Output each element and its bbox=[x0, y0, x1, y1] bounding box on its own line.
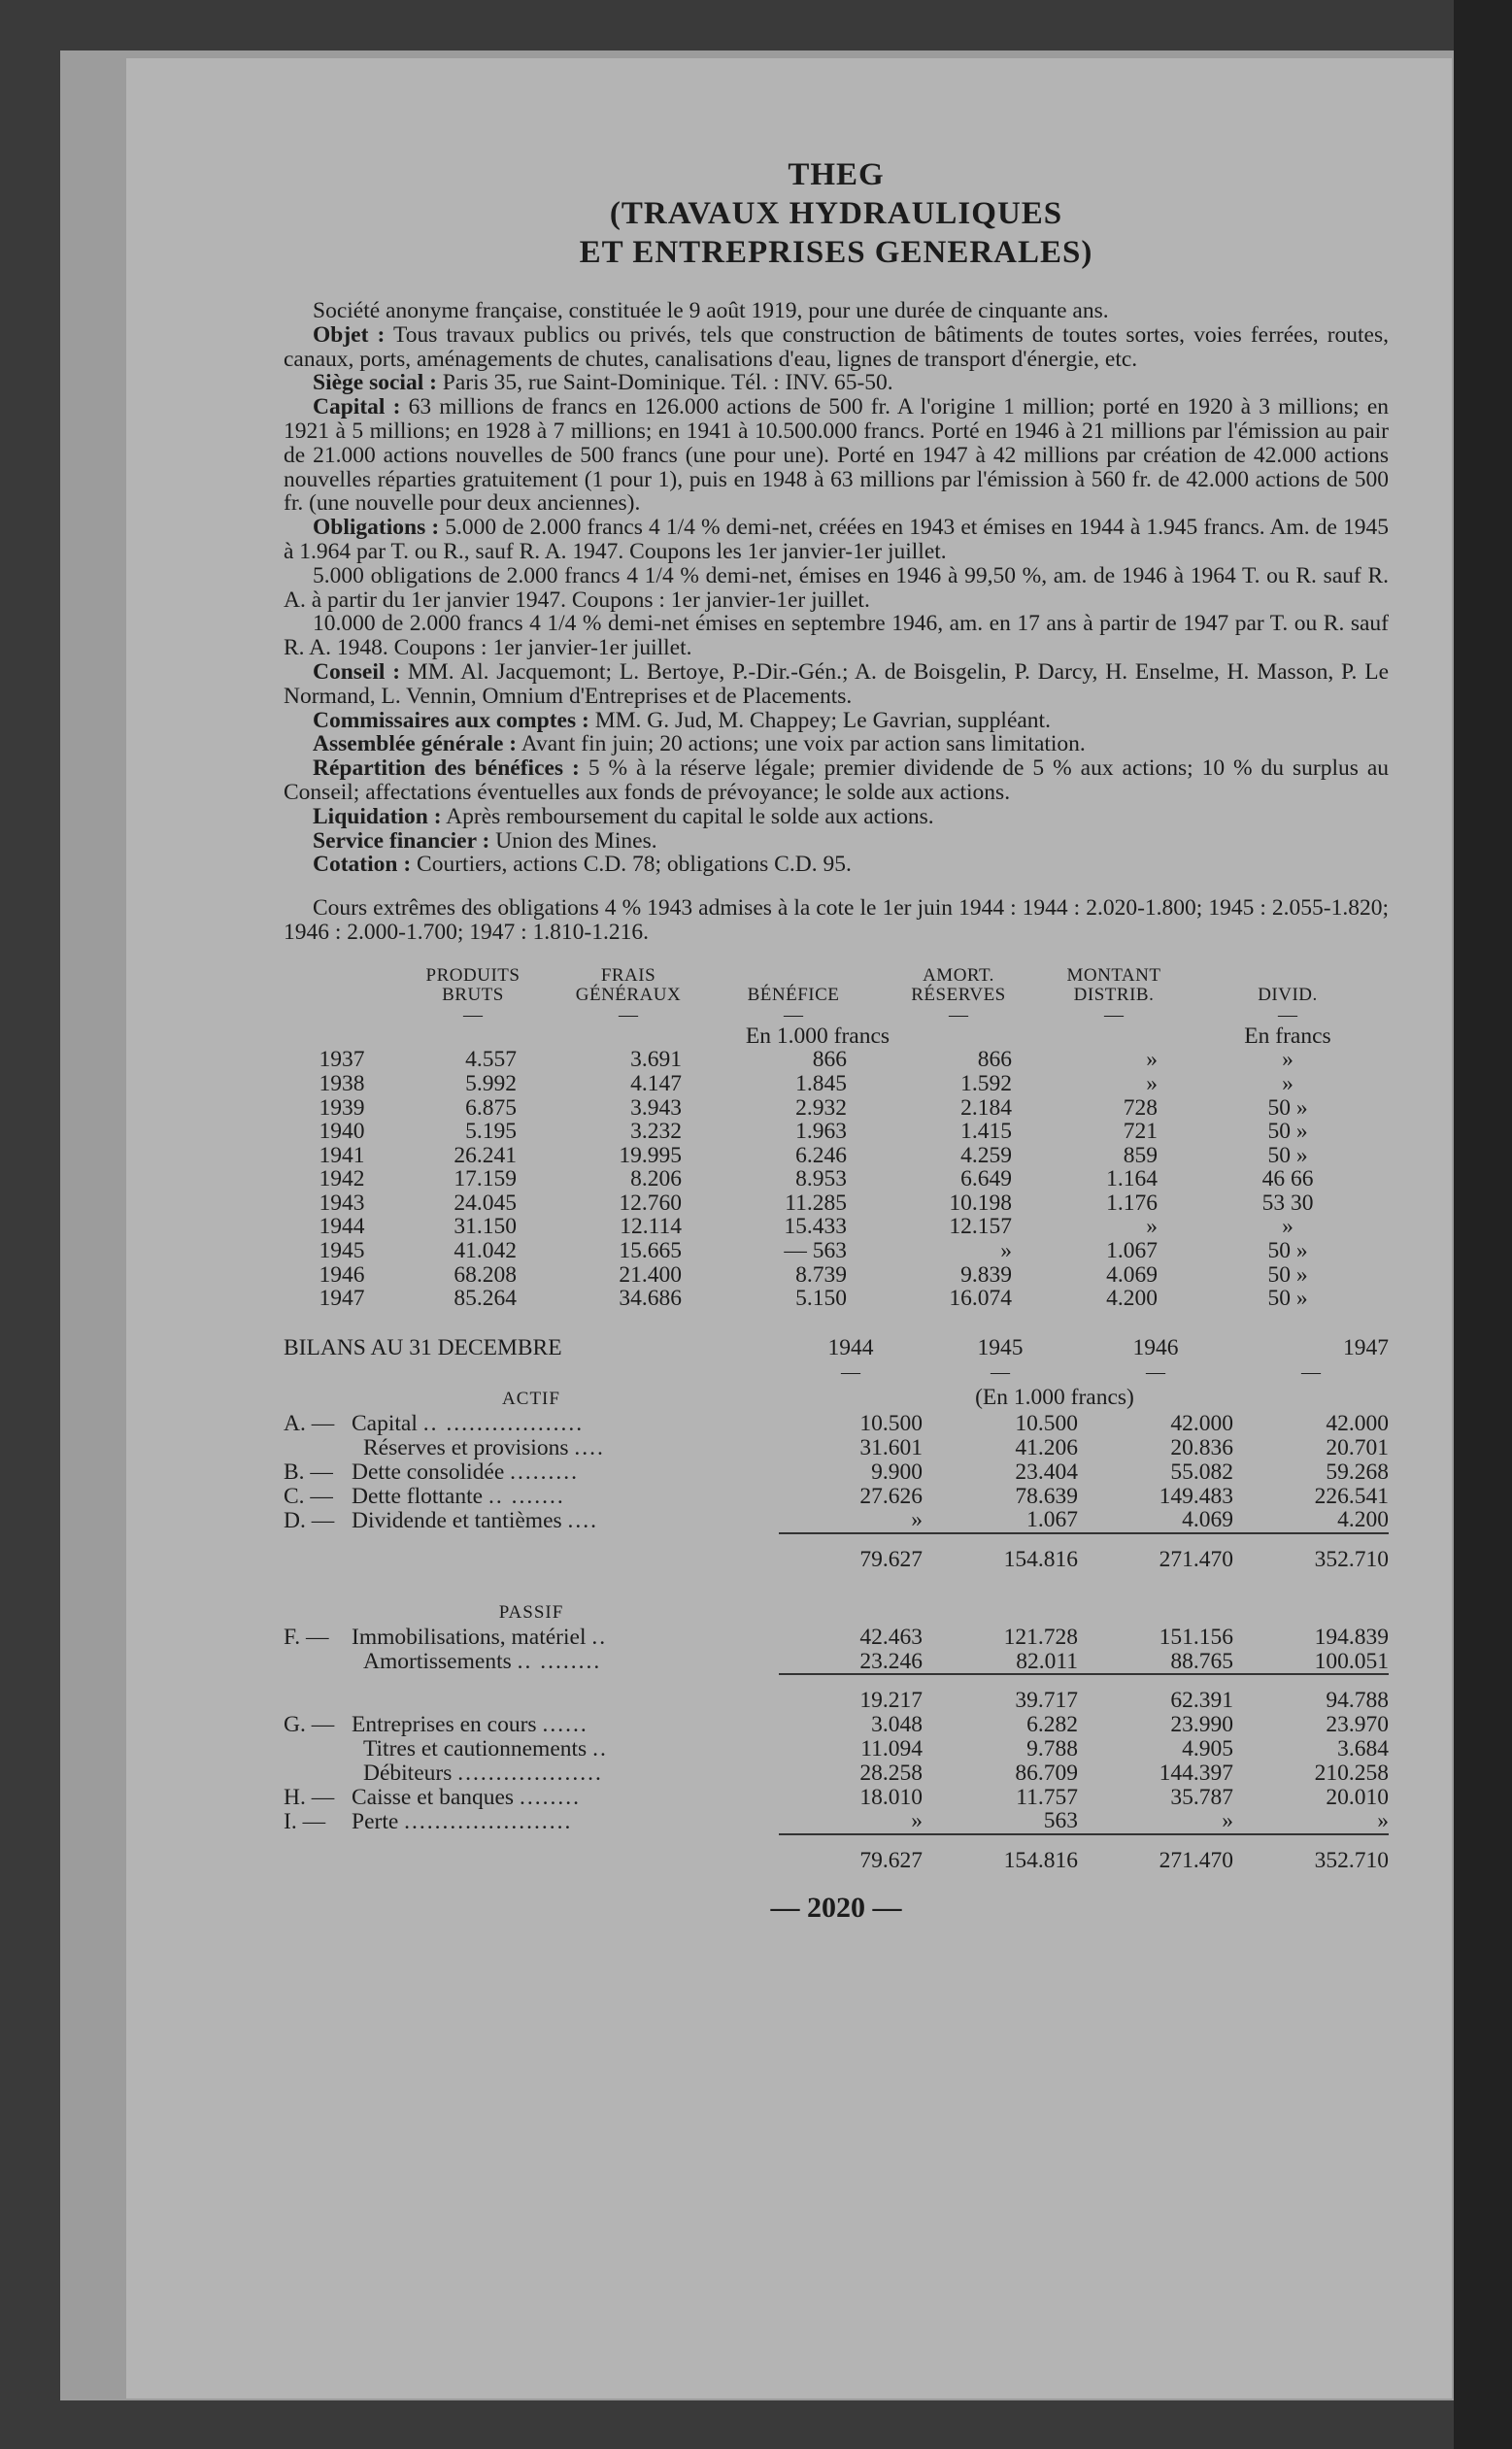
obligations-text: 5.000 de 2.000 francs 4 1/4 % demi-net, créées en 1943 et émises en 1944 à 1.945 francs. Am. de 1945 à 1.964 par T. ou R., sauf R. A. 1947. Coupons les 1er janvier-1er juillet. bbox=[284, 515, 1389, 564]
balance-row bbox=[284, 1485, 1389, 1509]
result-row bbox=[284, 1144, 1389, 1168]
balance-value: » bbox=[911, 1808, 923, 1834]
balance-key bbox=[284, 1650, 352, 1675]
montant-cell: » bbox=[1146, 1214, 1158, 1240]
service-paragraph bbox=[284, 829, 1389, 854]
intro-paragraph: Société anonyme française, constituée le 9 août 1919, pour une durée de cinquante ans. bbox=[313, 298, 1109, 323]
balance-label: Entreprises en cours ...... bbox=[352, 1712, 588, 1738]
year-cell: 1940 bbox=[319, 1119, 365, 1145]
balance-row bbox=[284, 1460, 1389, 1485]
balance-row bbox=[284, 1412, 1389, 1436]
divid-cell: 50 » bbox=[1267, 1142, 1308, 1168]
assemblee-label: Assemblée générale : bbox=[313, 731, 518, 757]
balance-value: 1.067 bbox=[1026, 1507, 1078, 1533]
divid-cell: 50 » bbox=[1267, 1261, 1308, 1288]
balance-label: Perte ...................... bbox=[352, 1808, 573, 1834]
balance-key bbox=[284, 1761, 352, 1786]
amort-cell: 4.259 bbox=[960, 1142, 1012, 1168]
cotation-label: Cotation : bbox=[313, 852, 412, 878]
objet-label: Objet : bbox=[313, 321, 386, 348]
balance-value: 226.541 bbox=[1314, 1483, 1389, 1509]
benefice-cell: — 563 bbox=[784, 1238, 847, 1264]
amort-cell: 12.157 bbox=[949, 1214, 1012, 1240]
conseil-label: Conseil : bbox=[313, 658, 401, 685]
liquidation-paragraph bbox=[284, 805, 1389, 829]
produits-cell: 5.992 bbox=[465, 1070, 517, 1096]
balance-row bbox=[284, 1737, 1389, 1761]
result-row bbox=[284, 1048, 1389, 1072]
assemblee-text: Avant fin juin; 20 actions; une voix par action sans limitation. bbox=[521, 731, 1086, 757]
title-line-1: THEG bbox=[788, 157, 885, 192]
balance-value: 10.500 bbox=[1015, 1411, 1078, 1437]
balance-row bbox=[284, 1626, 1389, 1650]
year-cell: 1943 bbox=[319, 1190, 365, 1216]
header-produits: PRODUITS BRUTS bbox=[425, 964, 521, 1005]
balance-key: F. — bbox=[284, 1624, 329, 1650]
frais-cell: 19.995 bbox=[619, 1142, 682, 1168]
montant-cell: 1.176 bbox=[1106, 1190, 1158, 1216]
service-text: Union des Mines. bbox=[495, 827, 657, 854]
frais-cell: 12.114 bbox=[620, 1214, 682, 1240]
result-row bbox=[284, 1263, 1389, 1288]
balance-year-1946: 1946 bbox=[1132, 1334, 1179, 1360]
repartition-paragraph bbox=[284, 756, 1389, 805]
siege-text: Paris 35, rue Saint-Dominique. Tél. : INV. 65-50. bbox=[442, 370, 893, 396]
montant-cell: » bbox=[1146, 1047, 1158, 1073]
siege-paragraph bbox=[284, 371, 1389, 395]
result-row bbox=[284, 1287, 1389, 1311]
balance-value: 27.626 bbox=[859, 1483, 923, 1509]
benefice-cell: 6.246 bbox=[795, 1142, 847, 1168]
frais-cell: 4.147 bbox=[630, 1070, 682, 1096]
commissaires-label: Commissaires aux comptes : bbox=[313, 707, 589, 733]
balance-value: 151.156 bbox=[1159, 1624, 1233, 1650]
balance-value: 59.268 bbox=[1326, 1459, 1389, 1485]
balance-value: 144.397 bbox=[1159, 1760, 1233, 1786]
commissaires-paragraph bbox=[284, 709, 1389, 733]
benefice-cell: 866 bbox=[812, 1047, 847, 1073]
amort-cell: 866 bbox=[977, 1047, 1012, 1073]
header-montant: MONTANT DISTRIB. bbox=[1066, 964, 1161, 1005]
balance-value: 28.258 bbox=[859, 1760, 923, 1786]
balance-value: 20.701 bbox=[1326, 1435, 1389, 1461]
benefice-cell: 2.932 bbox=[795, 1094, 847, 1121]
frais-cell: 3.232 bbox=[630, 1119, 682, 1145]
balance-row bbox=[284, 1508, 1389, 1533]
result-row bbox=[284, 1215, 1389, 1239]
balance-year-1945: 1945 bbox=[977, 1334, 1024, 1360]
passif-label: PASSIF bbox=[498, 1602, 564, 1624]
produits-cell: 26.241 bbox=[454, 1142, 517, 1168]
title-line-2: (TRAVAUX HYDRAULIQUES bbox=[609, 196, 1063, 231]
balance-value: 18.010 bbox=[859, 1784, 923, 1810]
montant-cell: 1.067 bbox=[1106, 1238, 1158, 1264]
divid-cell: » bbox=[1282, 1070, 1294, 1096]
produits-cell: 5.195 bbox=[465, 1119, 517, 1145]
balance-value: 23.970 bbox=[1326, 1712, 1389, 1738]
balance-value: 3.048 bbox=[871, 1712, 923, 1738]
balance-value: 20.010 bbox=[1326, 1784, 1389, 1810]
benefice-cell: 5.150 bbox=[795, 1286, 847, 1312]
balance-row bbox=[284, 1436, 1389, 1460]
produits-cell: 31.150 bbox=[454, 1214, 517, 1240]
balance-key bbox=[284, 1436, 352, 1460]
balance-label: Caisse et banques ........ bbox=[352, 1784, 581, 1810]
divid-cell: 50 » bbox=[1267, 1094, 1308, 1121]
produits-cell: 85.264 bbox=[454, 1286, 517, 1312]
balance-label: Capital .. .................. bbox=[352, 1411, 585, 1437]
balance-value: 210.258 bbox=[1314, 1760, 1389, 1786]
result-row bbox=[284, 1167, 1389, 1191]
result-row bbox=[284, 1096, 1389, 1121]
amort-cell: 1.415 bbox=[960, 1119, 1012, 1145]
company-title bbox=[284, 155, 1389, 272]
frais-cell: 34.686 bbox=[619, 1286, 682, 1312]
balance-unit: (En 1.000 francs) bbox=[975, 1385, 1134, 1411]
balance-key: I. — bbox=[284, 1808, 326, 1834]
montant-cell: 728 bbox=[1123, 1094, 1158, 1121]
unit-francs: En francs bbox=[1244, 1023, 1331, 1049]
year-cell: 1939 bbox=[319, 1094, 365, 1121]
balance-value: 20.836 bbox=[1170, 1435, 1233, 1461]
amort-cell: 10.198 bbox=[949, 1190, 1012, 1216]
balance-year-1947: 1947 bbox=[1343, 1334, 1389, 1360]
produits-cell: 4.557 bbox=[465, 1047, 517, 1073]
divid-cell: 50 » bbox=[1267, 1119, 1308, 1145]
balance-key: G. — bbox=[284, 1712, 335, 1738]
benefice-cell: 11.285 bbox=[785, 1190, 847, 1216]
year-cell: 1946 bbox=[319, 1261, 365, 1288]
liquidation-text: Après remboursement du capital le solde aux actions. bbox=[446, 803, 934, 829]
balance-value: 23.246 bbox=[859, 1648, 923, 1674]
divid-cell: » bbox=[1282, 1047, 1294, 1073]
produits-cell: 68.208 bbox=[454, 1261, 517, 1288]
commissaires-text: MM. G. Jud, M. Chappey; Le Gavrian, suppléant. bbox=[594, 707, 1051, 733]
capital-label: Capital : bbox=[313, 394, 401, 420]
frais-cell: 8.206 bbox=[630, 1166, 682, 1192]
balance-row bbox=[284, 1713, 1389, 1737]
balance-value: 9.788 bbox=[1026, 1736, 1078, 1761]
balance-value: 23.404 bbox=[1015, 1459, 1078, 1485]
balance-key: C. — bbox=[284, 1483, 333, 1509]
divid-cell: » bbox=[1282, 1214, 1294, 1240]
amort-cell: 16.074 bbox=[949, 1286, 1012, 1312]
obligations-paragraph-3: 10.000 de 2.000 francs 4 1/4 % demi-net émises en septembre 1946, am. en 17 ans à partir de 1947 par T. ou R. sauf R. A. 1948. Coupons : 1er janvier-1er juillet. bbox=[284, 611, 1389, 661]
balance-value: 42.000 bbox=[1326, 1411, 1389, 1437]
objet-paragraph bbox=[284, 323, 1389, 372]
liquidation-label: Liquidation : bbox=[313, 803, 442, 829]
balance-label: Dette consolidée ......... bbox=[352, 1459, 580, 1485]
amort-cell: 2.184 bbox=[960, 1094, 1012, 1121]
balance-value: 10.500 bbox=[859, 1411, 923, 1437]
year-cell: 1937 bbox=[319, 1047, 365, 1073]
balance-label: Amortissements .. ........ bbox=[363, 1649, 602, 1675]
passif-subtotal-row: 19.217 39.717 62.391 94.788 bbox=[284, 1674, 1389, 1713]
year-cell: 1945 bbox=[319, 1238, 365, 1264]
balance-value: 194.839 bbox=[1314, 1624, 1389, 1650]
page-number: — 2020 — bbox=[770, 1891, 902, 1924]
unit-thousand-francs: En 1.000 francs bbox=[745, 1023, 890, 1049]
repartition-label: Répartition des bénéfices : bbox=[313, 755, 580, 782]
cours-paragraph: Cours extrêmes des obligations 4 % 1943 admises à la cote le 1er juin 1944 : 1944 : 2.020-1.800; 1945 : 2.055-1.820; 1946 : 2.000-1.700; 1947 : 1.810-1.216. bbox=[284, 895, 1389, 945]
capital-text: 63 millions de francs en 126.000 actions de 500 fr. A l'origine 1 million; porté en 1920 à 3 millions; en 1921 à 5 millions; en 1928 à 7 millions; en 1941 à 10.500.000 francs. Porté en 1946 à 21 millions par l'émission au pair de 21.000 actions nouvelles de 500 francs (une pour une). Porté en 1947 à 42 millions par création de 42.000 actions nouvelles réparties gratuitement (1 pour 1), puis en 1948 à 63 millions par l'émission à 560 fr. de 42.000 actions de 500 fr. (une nouvelle pour deux anciennes). bbox=[284, 394, 1390, 517]
divid-cell: 50 » bbox=[1267, 1238, 1308, 1264]
balance-label: Réserves et provisions .... bbox=[363, 1435, 605, 1461]
balance-value: 121.728 bbox=[1003, 1624, 1078, 1650]
actif-label: ACTIF bbox=[502, 1389, 560, 1410]
produits-cell: 41.042 bbox=[454, 1238, 517, 1264]
amort-cell: 9.839 bbox=[960, 1261, 1012, 1288]
balance-label: Titres et cautionnements .. bbox=[363, 1736, 608, 1761]
title-line-3: ET ENTREPRISES GENERALES) bbox=[579, 235, 1093, 270]
frais-cell: 21.400 bbox=[619, 1261, 682, 1288]
balance-value: 31.601 bbox=[859, 1435, 923, 1461]
balance-value: 149.483 bbox=[1159, 1483, 1233, 1509]
obligations-label: Obligations : bbox=[313, 515, 440, 541]
repartition-text: 5 % à la réserve légale; premier dividende de 5 % aux actions; 10 % du surplus au Conseil; affectations éventuelles aux fonds de prévoyance; le solde aux actions. bbox=[284, 755, 1390, 805]
result-row bbox=[284, 1191, 1389, 1216]
year-cell: 1947 bbox=[319, 1286, 365, 1312]
balance-row bbox=[284, 1650, 1389, 1675]
conseil-text: MM. Al. Jacquemont; L. Bertoye, P.-Dir.-Gén.; A. de Boisgelin, P. Darcy, H. Enselme, H. Masson, P. Le Normand, L. Vennin, Omnium d'Entreprises et de Placements. bbox=[284, 658, 1389, 709]
actif-total-row: 79.627 154.816 271.470 352.710 bbox=[284, 1533, 1389, 1572]
result-row bbox=[284, 1239, 1389, 1263]
balance-value: 100.051 bbox=[1314, 1648, 1389, 1674]
balance-value: 11.094 bbox=[860, 1736, 923, 1761]
balance-value: 88.765 bbox=[1170, 1648, 1233, 1674]
result-row bbox=[284, 1072, 1389, 1096]
frais-cell: 12.760 bbox=[619, 1190, 682, 1216]
service-label: Service financier : bbox=[313, 827, 490, 854]
balance-key bbox=[284, 1737, 352, 1761]
montant-cell: 721 bbox=[1123, 1119, 1158, 1145]
balance-value: 4.200 bbox=[1337, 1507, 1389, 1533]
balance-title: BILANS AU 31 DECEMBRE bbox=[284, 1334, 562, 1360]
year-cell: 1942 bbox=[319, 1166, 365, 1192]
balance-value: » bbox=[1222, 1808, 1233, 1834]
cotation-text: Courtiers, actions C.D. 78; obligations C.D. 95. bbox=[417, 852, 852, 878]
balance-value: » bbox=[911, 1507, 923, 1533]
header-benefice: BÉNÉFICE bbox=[747, 984, 840, 1005]
balance-value: 563 bbox=[1043, 1808, 1078, 1834]
balance-key: B. — bbox=[284, 1459, 333, 1485]
conseil-paragraph bbox=[284, 660, 1389, 709]
balance-label: Immobilisations, matériel .. bbox=[352, 1624, 608, 1650]
divid-cell: 53 30 bbox=[1261, 1190, 1314, 1216]
obligations-paragraph bbox=[284, 516, 1389, 564]
balance-sheet-table: BILANS AU 31 DECEMBRE 1944 1945 1946 1947 — — — — ACTIF (En 1.000 francs) A. — Capital .. .................. 10.500 10.500 42.000 42.000 Réserves et provisions .... 31.601 41.206 20.836 20.701 B. — Dette consolidée ......... 9.900 23.404 55.082 59.268 C. — Dette flottante .. ....... 27.626 78.639 149.483 226.541 D. — Dividende et tantièmes .... » 1.067 4.069 4.200 79.627 154.816 271.470 352.710 PASSIF F. — Immobilisations, matériel .. 42.463 121.728 151.156 194.839 Amortissements .. ........ 23.246 82.011 88.765 100.051 19.217 39.717 62.391 94.788 G. — Entreprises en cours ...... 3.048 6.282 23.990 23.970 Titres et cautionnements .. 11.094 9.788 4.905 3.684 Débiteurs ................... 28.258 86.709 144.397 210.258 H. — Caisse et banques ........ 18.010 11.757 35.787 20.010 I. — Perte ...................... » 563 » » 79.627 154.816 271.470 352.710 bbox=[284, 1334, 1389, 1874]
benefice-cell: 1.845 bbox=[795, 1070, 847, 1096]
frais-cell: 3.943 bbox=[630, 1094, 682, 1121]
siege-label: Siège social : bbox=[313, 370, 437, 396]
amort-cell: » bbox=[1000, 1238, 1012, 1264]
balance-label: Débiteurs ................... bbox=[363, 1760, 603, 1786]
montant-cell: 4.069 bbox=[1106, 1261, 1158, 1288]
book-binding-edge bbox=[1454, 0, 1512, 2449]
balance-value: 4.905 bbox=[1182, 1736, 1233, 1761]
amort-cell: 1.592 bbox=[960, 1070, 1012, 1096]
balance-value: 9.900 bbox=[871, 1459, 923, 1485]
balance-value: 3.684 bbox=[1337, 1736, 1389, 1761]
assemblee-paragraph bbox=[284, 732, 1389, 756]
balance-value: 4.069 bbox=[1182, 1507, 1233, 1533]
montant-cell: 859 bbox=[1123, 1142, 1158, 1168]
balance-value: 86.709 bbox=[1015, 1760, 1078, 1786]
page-content bbox=[284, 155, 1390, 1924]
balance-value: 78.639 bbox=[1015, 1483, 1078, 1509]
divid-cell: 50 » bbox=[1267, 1286, 1308, 1312]
montant-cell: » bbox=[1146, 1070, 1158, 1096]
montant-cell: 4.200 bbox=[1106, 1286, 1158, 1312]
balance-value: 6.282 bbox=[1026, 1712, 1078, 1738]
benefice-cell: 15.433 bbox=[784, 1214, 847, 1240]
year-cell: 1938 bbox=[319, 1070, 365, 1096]
result-row bbox=[284, 1120, 1389, 1144]
header-frais: FRAIS GÉNÉRAUX bbox=[575, 964, 682, 1005]
passif-total-row: 79.627 154.816 271.470 352.710 bbox=[284, 1834, 1389, 1873]
capital-paragraph bbox=[284, 395, 1389, 516]
balance-label: Dividende et tantièmes .... bbox=[352, 1507, 599, 1533]
balance-year-1944: 1944 bbox=[827, 1334, 874, 1360]
year-cell: 1941 bbox=[319, 1142, 365, 1168]
montant-cell: 1.164 bbox=[1106, 1166, 1158, 1192]
balance-label: Dette flottante .. ....... bbox=[352, 1483, 565, 1509]
balance-key: A. — bbox=[284, 1411, 335, 1437]
objet-text: Tous travaux publics ou privés, tels que construction de bâtiments de toutes sortes, voies ferrées, routes, canaux, ports, aménagements de chutes, canalisations d'eau, lignes de transport d'énergie, etc. bbox=[284, 321, 1390, 372]
balance-row bbox=[284, 1786, 1389, 1810]
balance-value: 55.082 bbox=[1170, 1459, 1233, 1485]
benefice-cell: 8.739 bbox=[795, 1261, 847, 1288]
frais-cell: 3.691 bbox=[630, 1047, 682, 1073]
balance-value: 35.787 bbox=[1170, 1784, 1233, 1810]
frais-cell: 15.665 bbox=[619, 1238, 682, 1264]
balance-row bbox=[284, 1761, 1389, 1786]
results-table: PRODUITS BRUTS FRAIS GÉNÉRAUX BÉNÉFICE AMORT. RÉSERVES MONTANT DISTRIB. DIVID. — — — — — — En 1.000 francs En francs 1937 4.557 3.691 866 866 » » 1938 5.992 4.147 1.845 1.592 » » 1939 6.875 3.943 2.932 2.184 728 50 » 1940 5.195 3.232 1.963 1.415 721 50 » 1941 26.241 19.995 6.246 4.259 859 50 » 1942 17.159 8.206 8.953 6.649 1.164 46 66 1943 24.045 12.760 11.285 10.198 1.176 53 30 1944 31.150 12.114 15.433 12.157 » » 1945 41.042 15.665 — 563 » 1.067 50 » 1946 68.208 21.400 8.739 9.839 4.069 50 » 1947 85.264 34.686 5.150 16.074 4.200 50 » bbox=[284, 966, 1389, 1311]
balance-value: 82.011 bbox=[1016, 1648, 1078, 1674]
produits-cell: 24.045 bbox=[454, 1190, 517, 1216]
balance-value: 11.757 bbox=[1016, 1784, 1078, 1810]
balance-value: » bbox=[1377, 1808, 1389, 1834]
benefice-cell: 1.963 bbox=[795, 1119, 847, 1145]
header-divid: DIVID. bbox=[1258, 984, 1318, 1005]
obligations-paragraph-2: 5.000 obligations de 2.000 francs 4 1/4 % demi-net, émises en 1946 à 99,50 %, am. de 1946 à 1964 T. ou R. sauf R. A. à partir du 1er janvier 1947. Coupons : 1er janvier-1er juillet. bbox=[284, 562, 1389, 613]
balance-value: 42.463 bbox=[859, 1624, 923, 1650]
balance-key: D. — bbox=[284, 1507, 335, 1533]
balance-row bbox=[284, 1809, 1389, 1834]
balance-value: 42.000 bbox=[1170, 1411, 1233, 1437]
balance-value: 41.206 bbox=[1015, 1435, 1078, 1461]
divid-cell: 46 66 bbox=[1261, 1166, 1314, 1192]
header-amort: AMORT. RÉSERVES bbox=[911, 964, 1006, 1005]
amort-cell: 6.649 bbox=[960, 1166, 1012, 1192]
benefice-cell: 8.953 bbox=[795, 1166, 847, 1192]
balance-key: H. — bbox=[284, 1784, 335, 1810]
produits-cell: 6.875 bbox=[465, 1094, 517, 1121]
produits-cell: 17.159 bbox=[454, 1166, 517, 1192]
cotation-paragraph bbox=[284, 853, 1389, 877]
balance-value: 23.990 bbox=[1170, 1712, 1233, 1738]
year-cell: 1944 bbox=[319, 1214, 365, 1240]
